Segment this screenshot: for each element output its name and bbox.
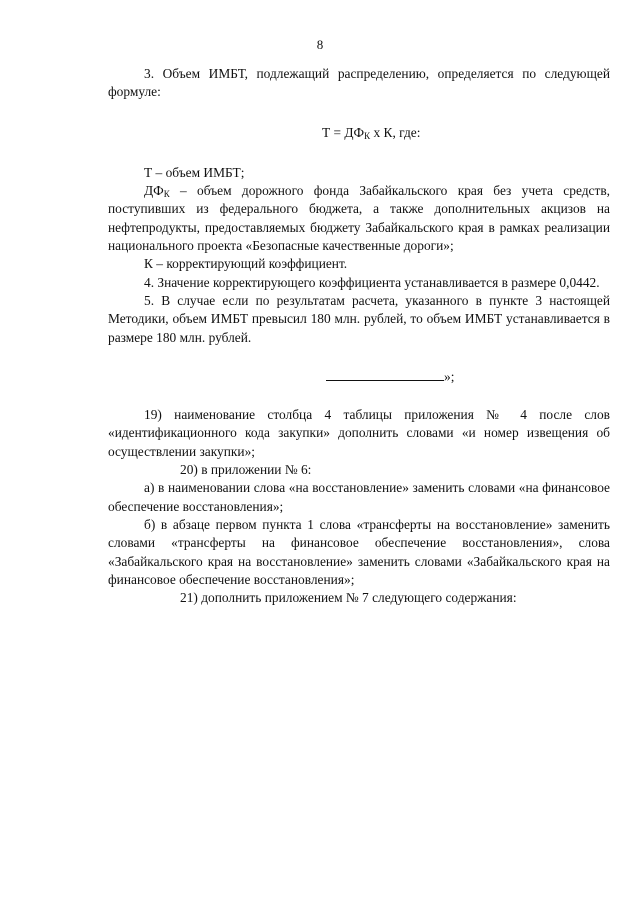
separator xyxy=(108,367,610,386)
formula-subscript: К xyxy=(364,130,371,141)
item-20-text: в приложении № 6: xyxy=(201,462,312,478)
item-21-number: 21) xyxy=(180,590,198,606)
item-21-text: дополнить приложением № 7 следующего содержания: xyxy=(201,590,517,606)
item-19: 19) наименование столбца 4 таблицы приложения № 4 после слов «идентификационного кода закупки» дополнить словами «и номер извещения об осуществлении закупки»; xyxy=(108,407,610,459)
paragraph-4: 4. Значение корректирующего коэффициента устанавливается в размере 0,0442. xyxy=(144,274,600,290)
page-number: 8 xyxy=(316,37,324,52)
definition-df-text: – объем дорожного фонда Забайкальского края без учета средств, поступивших из федерального бюджета, а также дополнительных акцизов на нефтепродукты, предоставляемых бюджету Забайкальского края в рамках реализации национального проекта «Безопасные качественные дороги»; xyxy=(108,183,610,254)
definition-t: Т – объем ИМБТ; xyxy=(144,164,245,180)
separator-line xyxy=(326,367,444,381)
formula-rhs: x К, где: xyxy=(370,124,421,140)
item-21 xyxy=(108,589,610,607)
formula xyxy=(108,124,610,142)
paragraph-5-text: 5. В случае если по результатам расчета, указанного в пункте 3 настоящей Методики, объем ИМБТ превысил 180 млн. рублей, то объем ИМБТ устанавливается в размере 180 млн. рублей xyxy=(108,292,610,345)
separator-end: »; xyxy=(444,368,455,384)
item-20-number: 20) xyxy=(180,462,198,478)
definition-df-subscript: К xyxy=(163,189,170,200)
item-20-a: а) в наименовании слова «на восстановление» заменить словами «на финансовое обеспечение восстановления»; xyxy=(108,480,610,514)
paragraph-3: 3. Объем ИМБТ, подлежащий распределению, определяется по следующей формуле: xyxy=(108,66,610,100)
definition-df-symbol: ДФ xyxy=(144,183,164,199)
formula-lhs: Т = ДФ xyxy=(322,124,365,140)
item-20-b: б) в абзаце первом пункта 1 слова «трансферты на восстановление» заменить словами «трансферты на финансовое обеспечение восстановления», слова «Забайкальского края на восстановление» заменить словами «Забайкальского края на финансовое обеспечение восстановления»; xyxy=(108,516,610,587)
paragraph-5-end: . xyxy=(247,329,252,345)
paragraph-5 xyxy=(108,292,610,347)
item-20 xyxy=(108,461,610,479)
definition-k: К – корректирующий коэффициент. xyxy=(144,256,348,272)
document-body xyxy=(108,65,610,607)
definition-df xyxy=(108,182,610,255)
